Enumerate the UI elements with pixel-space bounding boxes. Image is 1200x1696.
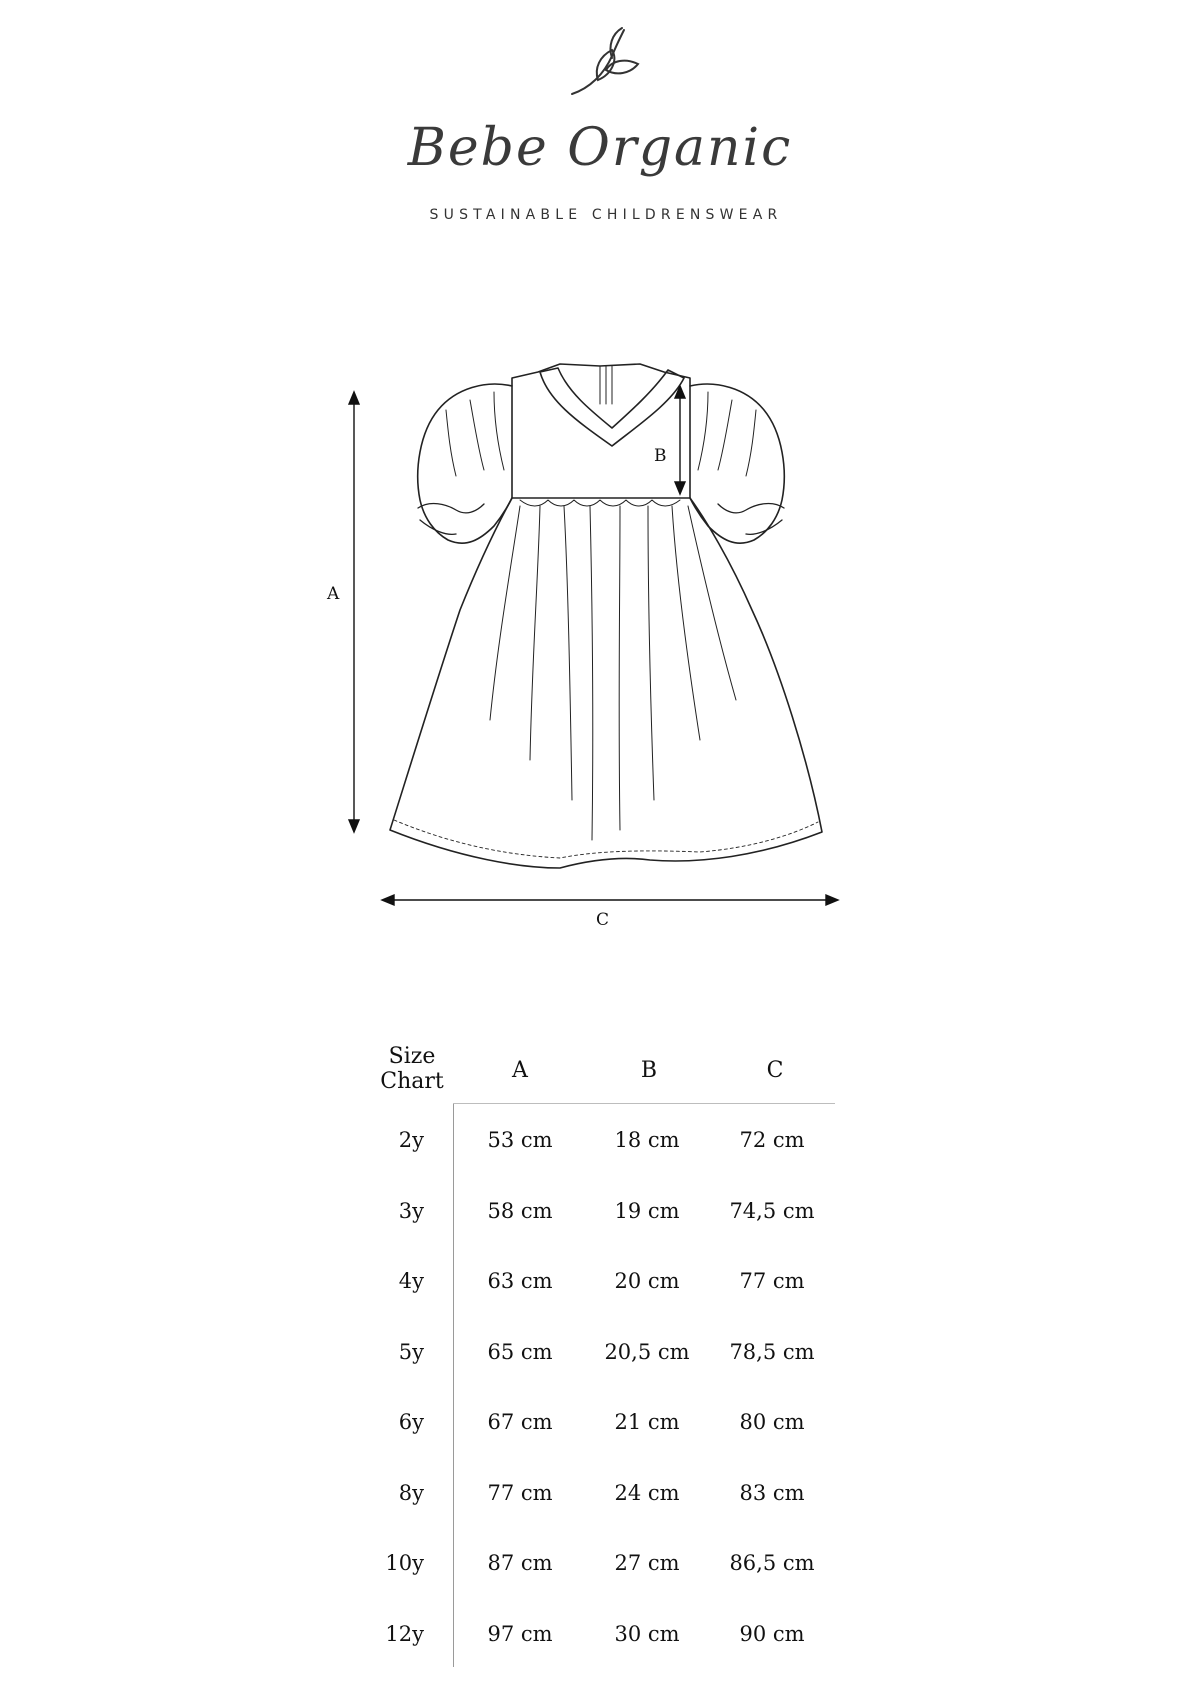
value-a: 97 cm (487, 1622, 553, 1646)
value-a: 77 cm (487, 1481, 553, 1505)
dress-sleeve-left (418, 384, 512, 543)
size-label: 12y (385, 1622, 424, 1646)
dimension-a-label: A (327, 584, 340, 604)
value-b: 30 cm (614, 1622, 680, 1646)
size-label: 6y (398, 1410, 424, 1434)
value-c: 90 cm (739, 1622, 805, 1646)
value-b: 27 cm (614, 1551, 680, 1575)
value-a: 53 cm (487, 1128, 553, 1152)
value-c: 77 cm (739, 1269, 805, 1293)
size-label: 10y (385, 1551, 424, 1575)
column-header-b: B (640, 1058, 658, 1083)
corner-label-line1: Size (388, 1044, 436, 1069)
brand-tagline: SUSTAINABLE CHILDRENSWEAR (429, 207, 783, 223)
value-b: 20,5 cm (604, 1340, 690, 1364)
value-b: 20 cm (614, 1269, 680, 1293)
column-header-c: C (766, 1058, 784, 1083)
value-b: 18 cm (614, 1128, 680, 1152)
value-a: 63 cm (487, 1269, 553, 1293)
header-divider (453, 1103, 835, 1104)
dress-skirt (390, 498, 822, 868)
size-label: 8y (398, 1481, 424, 1505)
dimension-b-label: B (654, 446, 667, 466)
column-header-a: A (512, 1058, 528, 1083)
dimension-a-arrow (349, 392, 359, 832)
value-a: 87 cm (487, 1551, 553, 1575)
dimension-c-arrow (382, 895, 838, 905)
value-c: 78,5 cm (729, 1340, 815, 1364)
brand-name: Bebe Organic (407, 118, 793, 178)
column-divider (453, 1104, 454, 1667)
value-c: 80 cm (739, 1410, 805, 1434)
value-c: 86,5 cm (729, 1551, 815, 1575)
dimension-c-label: C (596, 910, 610, 930)
dimension-b-arrow (675, 386, 685, 494)
corner-label-line2: Chart (380, 1069, 444, 1094)
size-label: 5y (398, 1340, 424, 1364)
size-label: 4y (398, 1269, 424, 1293)
size-label: 3y (398, 1199, 424, 1223)
size-label: 2y (398, 1128, 424, 1152)
value-c: 72 cm (739, 1128, 805, 1152)
value-b: 24 cm (614, 1481, 680, 1505)
value-a: 58 cm (487, 1199, 553, 1223)
dress-yoke (512, 364, 690, 498)
value-a: 67 cm (487, 1410, 553, 1434)
value-c: 83 cm (739, 1481, 805, 1505)
value-c: 74,5 cm (729, 1199, 815, 1223)
value-a: 65 cm (487, 1340, 553, 1364)
value-b: 19 cm (614, 1199, 680, 1223)
size-chart-corner-label (362, 1044, 462, 1094)
value-b: 21 cm (614, 1410, 680, 1434)
